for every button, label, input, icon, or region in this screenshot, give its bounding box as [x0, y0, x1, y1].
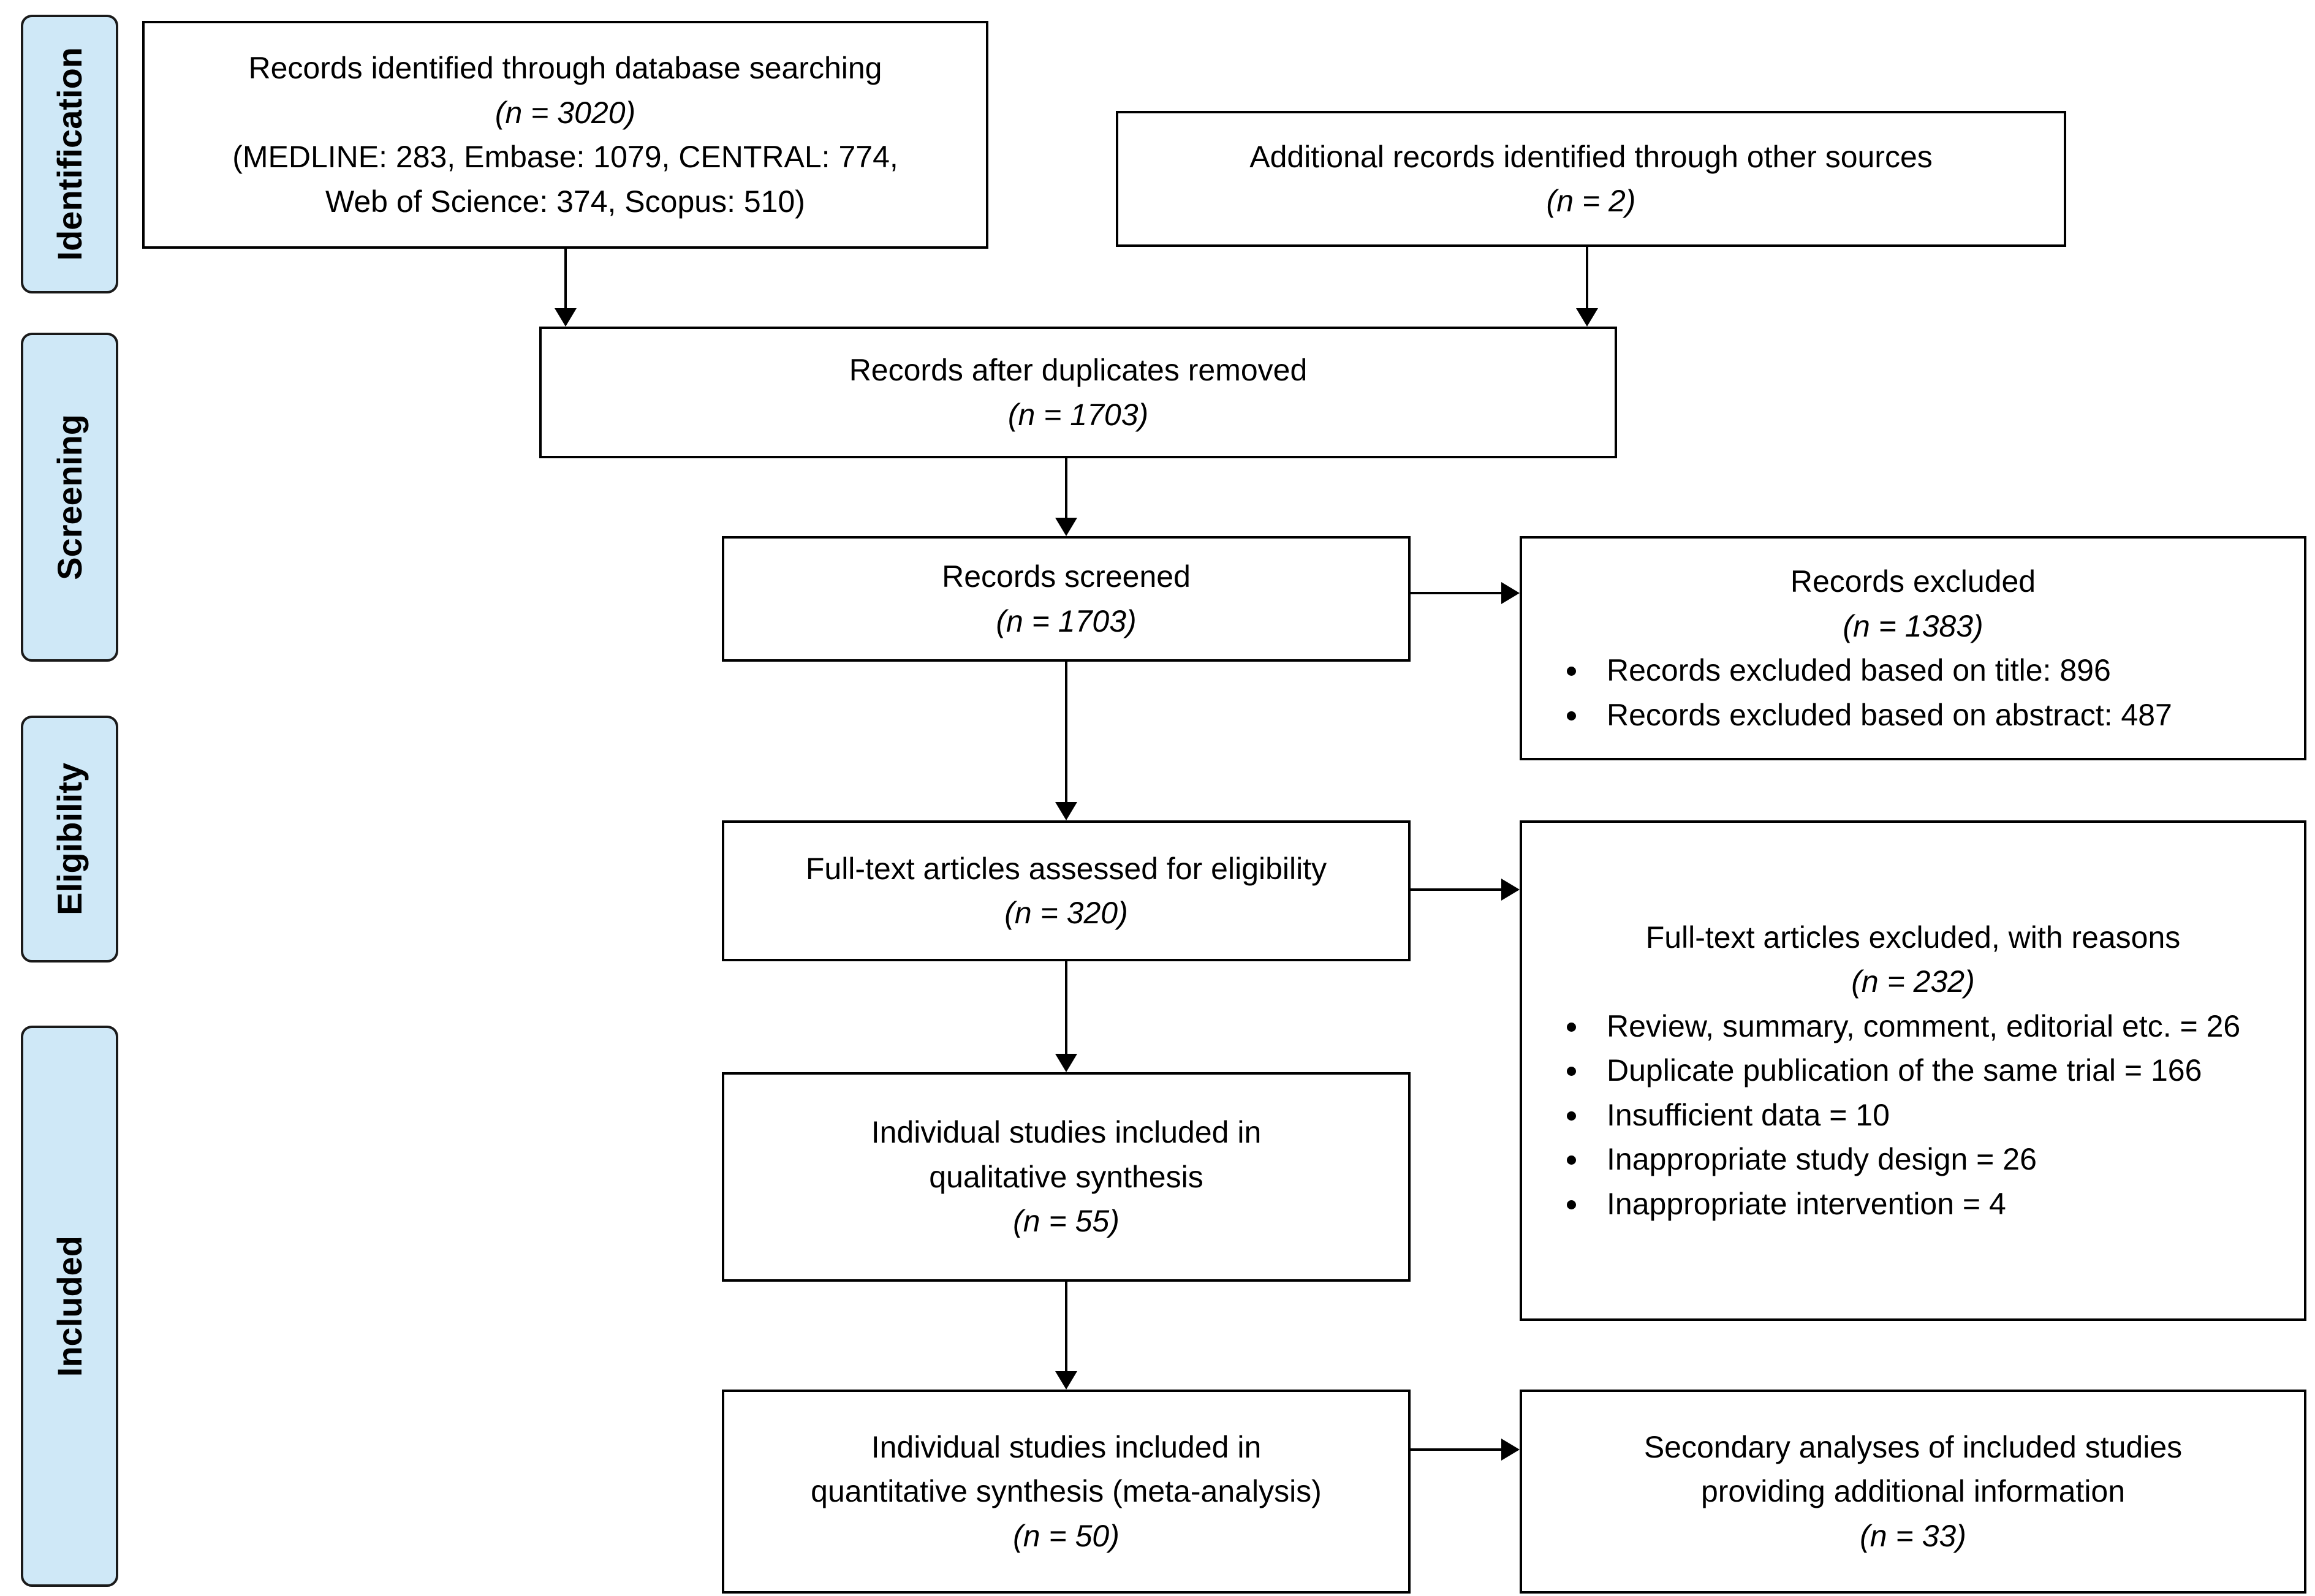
arrow-quantitative-to-secondary — [1411, 1437, 1520, 1462]
arrow-line — [1411, 888, 1505, 891]
arrow-line — [1065, 1282, 1067, 1375]
box-quantitative-synthesis-n: (n = 50) — [1013, 1518, 1120, 1553]
stage-label-included — [21, 1026, 118, 1587]
records-excluded-reasons-list — [1540, 648, 2286, 737]
arrow-line — [1411, 592, 1505, 594]
box-qualitative-synthesis-line2: qualitative synthesis — [929, 1159, 1203, 1194]
arrow-fulltext-to-qualitative — [1054, 961, 1078, 1072]
box-quantitative-synthesis — [722, 1390, 1411, 1594]
stage-label-screening-text: Screening — [50, 414, 89, 580]
box-records-excluded-n: (n = 1383) — [1843, 608, 1983, 643]
arrow-duplicates-to-screened — [1054, 458, 1078, 536]
arrow-screened-to-fulltext — [1054, 662, 1078, 820]
stage-label-eligibility-text: Eligibility — [50, 763, 89, 915]
box-secondary-analyses — [1520, 1390, 2306, 1594]
arrow-line — [1065, 662, 1067, 806]
box-database-search-detail1: (MEDLINE: 283, Embase: 1079, CENTRAL: 774, — [232, 140, 898, 174]
box-other-sources-n: (n = 2) — [1546, 184, 1636, 218]
stage-label-identification-text: Identification — [50, 47, 89, 261]
box-database-search — [142, 21, 988, 249]
box-fulltext-assessed-title: Full-text articles assessed for eligibility — [805, 851, 1327, 886]
box-records-screened — [722, 536, 1411, 662]
fulltext-excluded-reason: • Review, summary, comment, editorial etc. = 26 — [1589, 1004, 2282, 1049]
fulltext-excluded-reason: • Inappropriate intervention = 4 — [1589, 1182, 2282, 1227]
records-excluded-reason: • Records excluded based on abstract: 487 — [1589, 693, 2282, 738]
arrow-head-right-icon — [1501, 1439, 1520, 1461]
arrow-head-down-icon — [1055, 1054, 1077, 1072]
arrow-head-down-icon — [1055, 518, 1077, 536]
box-records-screened-n: (n = 1703) — [996, 603, 1137, 638]
arrow-line — [564, 249, 567, 312]
fulltext-excluded-reason: • Duplicate publication of the same trial = 166 — [1589, 1048, 2282, 1093]
arrow-head-right-icon — [1501, 879, 1520, 901]
fulltext-excluded-reason: • Insufficient data = 10 — [1589, 1093, 2282, 1138]
arrow-screened-to-excluded — [1411, 581, 1520, 605]
arrow-line — [1065, 961, 1067, 1057]
fulltext-excluded-reason: • Inappropriate study design = 26 — [1589, 1137, 2282, 1182]
box-fulltext-excluded — [1520, 820, 2306, 1321]
stage-label-screening — [21, 333, 118, 662]
box-database-search-detail2: Web of Science: 374, Scopus: 510) — [325, 184, 805, 219]
arrow-head-down-icon — [1576, 308, 1598, 327]
box-secondary-analyses-line2: providing additional information — [1700, 1474, 2126, 1509]
box-secondary-analyses-line1: Secondary analyses of included studies — [1643, 1429, 2183, 1464]
arrow-line — [1586, 247, 1588, 312]
box-qualitative-synthesis — [722, 1072, 1411, 1282]
stage-label-eligibility — [21, 716, 118, 963]
box-fulltext-assessed — [722, 820, 1411, 961]
box-duplicates-removed-n: (n = 1703) — [1007, 397, 1149, 432]
arrow-other-sources-to-duplicates — [1575, 247, 1599, 327]
box-other-sources — [1116, 111, 2066, 247]
box-records-excluded-title: Records excluded — [1790, 564, 2036, 599]
box-duplicates-removed-title: Records after duplicates removed — [849, 353, 1308, 387]
arrow-qualitative-to-quantitative — [1054, 1282, 1078, 1390]
arrow-head-down-icon — [555, 308, 577, 327]
arrow-fulltext-to-fulltext-excluded — [1411, 877, 1520, 902]
stage-label-included-text: Included — [50, 1235, 89, 1377]
box-database-search-title: Records identified through database searching — [248, 51, 882, 85]
box-qualitative-synthesis-line1: Individual studies included in — [871, 1115, 1262, 1150]
box-fulltext-excluded-n: (n = 232) — [1851, 964, 1975, 999]
box-fulltext-assessed-n: (n = 320) — [1004, 896, 1128, 930]
box-other-sources-title: Additional records identified through other sources — [1249, 139, 1933, 174]
stage-label-identification — [21, 15, 118, 293]
arrow-database-to-duplicates — [553, 249, 578, 327]
arrow-head-down-icon — [1055, 1371, 1077, 1390]
box-secondary-analyses-n: (n = 33) — [1860, 1518, 1966, 1553]
arrow-line — [1411, 1448, 1505, 1451]
box-records-excluded — [1520, 536, 2306, 760]
box-fulltext-excluded-title: Full-text articles excluded, with reasons — [1645, 920, 2181, 955]
fulltext-excluded-reasons-list — [1540, 1004, 2286, 1227]
box-qualitative-synthesis-n: (n = 55) — [1013, 1204, 1120, 1239]
arrow-head-right-icon — [1501, 582, 1520, 604]
box-quantitative-synthesis-line2: quantitative synthesis (meta-analysis) — [811, 1474, 1322, 1509]
box-database-search-n: (n = 3020) — [494, 95, 636, 130]
records-excluded-reason: • Records excluded based on title: 896 — [1589, 648, 2282, 693]
arrow-head-down-icon — [1055, 802, 1077, 820]
box-records-screened-title: Records screened — [942, 559, 1191, 594]
arrow-line — [1065, 458, 1067, 521]
box-duplicates-removed — [539, 327, 1617, 458]
box-quantitative-synthesis-line1: Individual studies included in — [871, 1429, 1262, 1464]
